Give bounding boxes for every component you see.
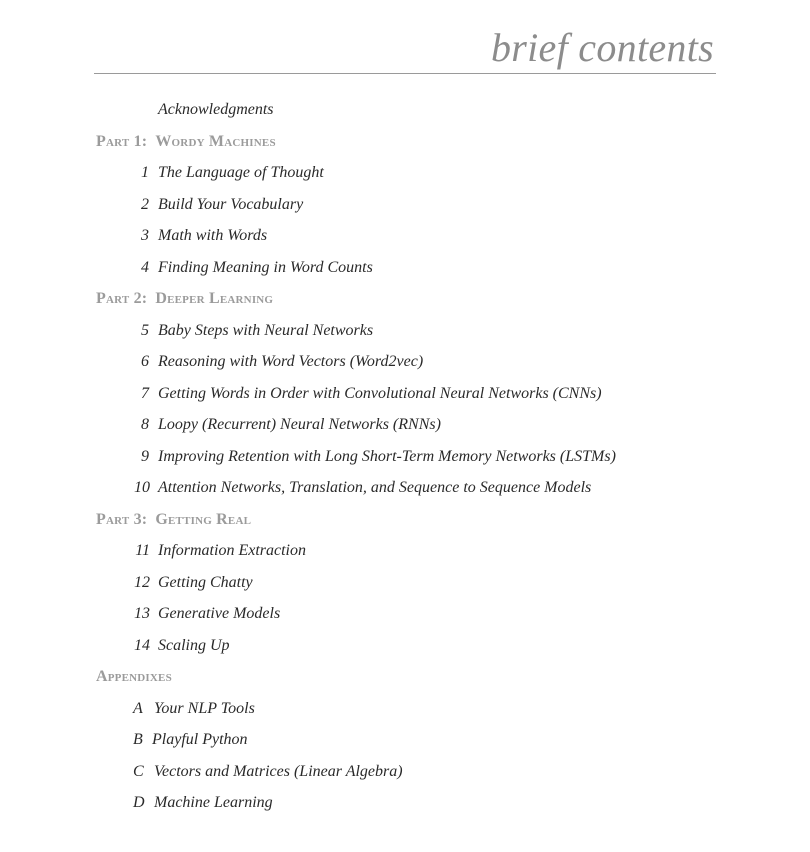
appendix-title: Machine Learning xyxy=(154,794,273,811)
chapter-title: Getting Words in Order with Convolutional Neural Networks (CNNs) xyxy=(158,384,602,402)
chapter-number: 3 xyxy=(141,227,149,244)
chapter-number: 8 xyxy=(141,416,149,433)
appendix-letter: C xyxy=(133,762,144,780)
table-of-contents xyxy=(0,96,810,821)
toc-entry-chapter-13[interactable] xyxy=(0,600,810,632)
toc-entry-chapter-8[interactable] xyxy=(0,411,810,443)
chapter-number: 11 xyxy=(135,542,150,559)
chapter-number: 2 xyxy=(141,195,149,213)
chapter-number: 13 xyxy=(134,605,150,622)
chapter-number: 6 xyxy=(141,353,149,370)
chapter-title: Generative Models xyxy=(158,605,281,622)
chapter-title: Scaling Up xyxy=(158,636,230,654)
toc-entry-chapter-6[interactable] xyxy=(0,348,810,380)
toc-entry-chapter-4[interactable] xyxy=(0,254,810,286)
toc-entry-chapter-3[interactable] xyxy=(0,222,810,254)
chapter-title: Reasoning with Word Vectors (Word2vec) xyxy=(158,353,424,370)
chapter-number: 1 xyxy=(141,164,149,181)
chapter-number: 4 xyxy=(141,258,149,276)
toc-entry-chapter-12[interactable] xyxy=(0,569,810,601)
page-title: brief contents xyxy=(490,25,714,70)
part-heading-1[interactable] xyxy=(0,128,810,160)
toc-entry-chapter-11[interactable] xyxy=(0,537,810,569)
appendix-letter: B xyxy=(133,731,143,748)
toc-entry-chapter-2[interactable] xyxy=(0,191,810,223)
chapter-number: 12 xyxy=(134,573,150,591)
toc-entry-chapter-14[interactable] xyxy=(0,632,810,664)
part-title: Wordy Machines xyxy=(155,132,276,150)
toc-entry-chapter-9[interactable] xyxy=(0,443,810,475)
part-heading-3[interactable] xyxy=(0,506,810,538)
chapter-title: Finding Meaning in Word Counts xyxy=(158,258,373,276)
toc-entry-chapter-10[interactable] xyxy=(0,474,810,506)
title-rule xyxy=(94,73,716,74)
part-label: Part 3: xyxy=(96,510,148,528)
appendix-title: Your NLP Tools xyxy=(154,699,255,717)
chapter-number: 5 xyxy=(141,321,149,339)
part-title: Getting Real xyxy=(155,510,252,528)
part-heading-2[interactable] xyxy=(0,285,810,317)
appendix-title: Vectors and Matrices (Linear Algebra) xyxy=(154,762,403,780)
part-label: Part 2: xyxy=(96,290,148,307)
appendix-letter: A xyxy=(133,699,143,717)
appendixes-title: Appendixes xyxy=(96,668,172,685)
chapter-number: 7 xyxy=(141,384,149,402)
chapter-title: The Language of Thought xyxy=(158,164,324,181)
appendix-letter: D xyxy=(133,794,145,811)
chapter-number: 10 xyxy=(134,479,150,496)
appendix-title: Playful Python xyxy=(152,731,248,748)
toc-entry-acknowledgments[interactable] xyxy=(0,96,810,128)
chapter-title: Attention Networks, Translation, and Sequence to Sequence Models xyxy=(158,479,592,496)
chapter-title: Loopy (Recurrent) Neural Networks (RNNs) xyxy=(158,416,441,433)
chapter-title: Baby Steps with Neural Networks xyxy=(158,321,374,339)
toc-entry-appendix-d[interactable] xyxy=(0,789,810,821)
chapter-title: Build Your Vocabulary xyxy=(158,195,304,213)
entry-title: Acknowledgments xyxy=(158,101,274,118)
toc-entry-appendix-a[interactable] xyxy=(0,695,810,727)
chapter-title: Information Extraction xyxy=(158,542,306,559)
toc-entry-appendix-c[interactable] xyxy=(0,758,810,790)
part-title: Deeper Learning xyxy=(155,290,274,307)
toc-entry-chapter-7[interactable] xyxy=(0,380,810,412)
part-label: Part 1: xyxy=(96,132,148,150)
toc-entry-appendix-b[interactable] xyxy=(0,726,810,758)
appendixes-heading[interactable] xyxy=(0,663,810,695)
chapter-number: 9 xyxy=(141,447,149,465)
toc-entry-chapter-1[interactable] xyxy=(0,159,810,191)
chapter-title: Math with Words xyxy=(158,227,268,244)
chapter-number: 14 xyxy=(134,636,150,654)
toc-entry-chapter-5[interactable] xyxy=(0,317,810,349)
chapter-title: Getting Chatty xyxy=(158,573,253,591)
chapter-title: Improving Retention with Long Short-Term Memory Networks (LSTMs) xyxy=(158,447,616,465)
